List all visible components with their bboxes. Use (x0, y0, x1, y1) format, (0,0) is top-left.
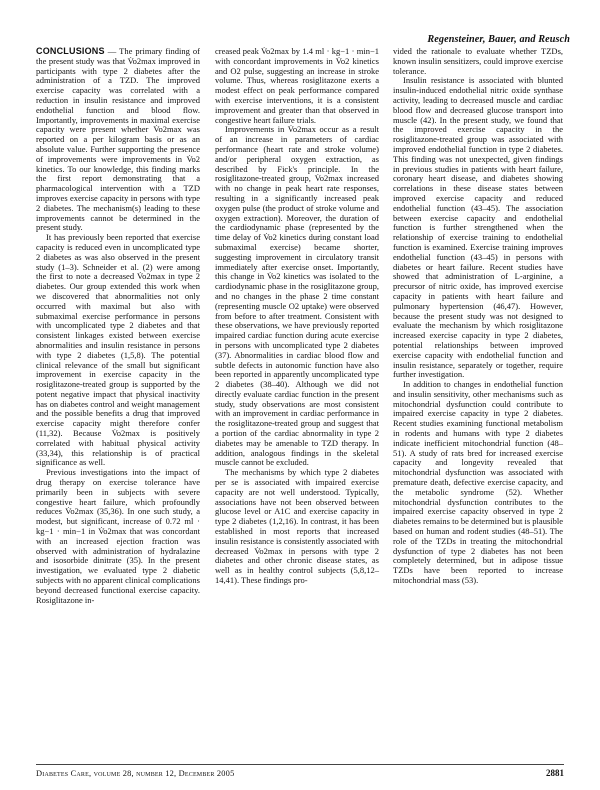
paragraph: The mechanisms by which type 2 diabetes per se is associated with impaired exercise capacity are not well understood. Typically, associations have not been observed between glucose level or A1C and exercise capacity in type 2 diabetes (1,2,16). In contrast, it has been established in most reports that increased insulin resistance is consistently associated with decreased V̇o2max in persons with type 2 diabetes and other chronic disease states, as well as in healthy control subjects (5,8,12–14,41). These findings pro- (215, 467, 379, 586)
paragraph: Insulin resistance is associated with blunted insulin-induced endothelial nitric oxide synthase activity, leading to decreased muscle and cardiac blood flow and decreased glucose transport into muscle (42). In the present study, we found that the improved exercise capacity in the rosiglitazone-treated group was associated with improved endothelial function in type 2 diabetes. This finding was not unexpected, given findings in previous studies in patients with heart failure, coronary heart disease, and diabetes showing correlations in these disease states between improved exercise capacity and reduced endothelial function (43–45). The association between exercise capacity and endothelial function is further strengthened when the relationship of exercise training to endothelial function is examined. Exercise training improves endothelial function (43–45) in persons with diabetes or heart failure. Recent studies have showed that administration of L-arginine, a precursor of nitric oxide, has improved exercise capacity in patients with heart failure and pulmonary hypertension (46,47). However, because the present study was not designed to evaluate the mechanism by which rosiglitazone increased exercise capacity in type 2 diabetes, potential relationships between improved exercise capacity with endothelial function and insulin resistance, separately or together, require further investigation. (393, 75, 563, 380)
journal-citation: Diabetes Care, volume 28, number 12, December 2005 (36, 769, 235, 778)
text-column-2 (215, 47, 379, 586)
paragraph: Improvements in V̇o2max occur as a result of an increase in parameters of cardiac performance (heart rate and stroke volume) and/or peripheral oxygen extraction, as described by Fick's principle. In the rosiglitazone-treated group, V̇o2max increased with no change in peak heart rate responses, resulting in a significantly increased peak oxygen pulse (the product of stroke volume and oxygen extraction). Moreover, the duration of the cardiodynamic phase (represented by the time delay of V̇o2 kinetics during constant load submaximal exercise) became shorter, suggesting improvement in circulatory transit immediately after exercise onset. Importantly, this change in V̇o2 kinetics was isolated to the cardiodynamic phase in the rosiglitazone group, and no changes in the phase 2 time constant (representing muscle O2 uptake) were observed from before to after treatment. Consistent with these observations, we have previously reported impaired cardiac function during acute exercise in persons with uncomplicated type 2 diabetes (37). Abnormalities in cardiac blood flow and subtle defects in autonomic function have also been reported in apparently uncomplicated type 2 diabetes (38–40). Although we did not directly evaluate cardiac function in the present study, study observations are most consistent with an improvement in cardiac performance in the rosiglitazone-treated group and suggest that a portion of the cardiac abnormality in type 2 diabetes may be amenable to TZD therapy. In addition, analogous findings in the skeletal muscle cannot be excluded. (215, 124, 379, 468)
paragraph: creased peak V̇o2max by 1.4 ml · kg−1 · min−1 with concordant improvements in V̇o2 kinetics and O2 pulse, suggesting an increase in stroke volume. Thus, whereas rosiglitazone exerts a modest effect on peak performance compared with exercise interventions, it is a consistent improvement and greater than that observed in congestive heart failure trials. (215, 46, 379, 125)
paragraph: It has previously been reported that exercise capacity is reduced even in uncomplicated type 2 diabetes as was also observed in the present study (1–3). Schneider et al. (2) were among the first to note a decreased V̇o2max in type 2 diabetes. Our group extended this work when we discovered that abnormalities not only occurred with maximal but also with submaximal exercise performance in persons with uncomplicated type 2 diabetes and that consistent linkages existed between exercise abnormalities and insulin resistance in persons with type 2 diabetes (1,5,8). The potential clinical relevance of the small but significant improvement in exercise capacity in the rosiglitazone-treated group is supported by the potent negative impact that physical inactivity has on diabetes control and weight management and the possible benefits a drug that improved exercise capacity might therefore confer (11,32). Because V̇o2max is positively correlated with habitual physical activity (33,34), this relationship is of practical significance as well. (36, 232, 200, 468)
page-number: 2881 (546, 768, 564, 778)
paragraph: In addition to changes in endothelial function and insulin sensitivity, other mechanisms such as mitochondrial dysfunction could contribute to impaired exercise capacity in type 2 diabetes. Recent studies examining functional metabolism in rodents and humans with type 2 diabetes indicate inefficient mitochondrial function (48–51). A study of rats bred for increased exercise capacity and longevity revealed that mitochondrial dysfunction was associated with premature death, defective exercise capacity, and the metabolic syndrome (52). Whether mitochondrial dysfunction contributes to the impaired exercise capacity observed in type 2 diabetes remains to be determined but is plausible based on human and rodent studies (48–51). The role of the TZDs in treating the mitochondrial dysfunction of type 2 diabetes has not been completely determined, but in adipose tissue TZDs have been reported to increase mitochondrial mass (53). (393, 379, 563, 586)
running-header-authors: Regensteiner, Bauer, and Reusch (427, 34, 570, 45)
text-column-1 (36, 47, 200, 605)
section-heading-conclusions: CONCLUSIONS (36, 46, 105, 56)
paragraph-text: — The primary finding of the present study was that V̇o2max improved in participants with type 2 diabetes after the administration of a TZD. The improved exercise capacity was correlated with a reduction in insulin resistance and improved endothelial function and blood flow. Importantly, improvements in maximal exercise capacity were present whether V̇o2max was reported on a per kilogram basis or as an absolute value. Further supporting the presence of improvements were improvements in V̇o2 kinetics. To our knowledge, this finding marks the first report demonstrating that a pharmacological intervention with a TZD improves exercise capacity in persons with type 2 diabetes. The mechanism(s) leading to these improvements cannot be determined in the present study. (36, 46, 201, 233)
paragraph (36, 47, 200, 233)
paragraph: Previous investigations into the impact of drug therapy on exercise tolerance have primarily been in subjects with severe congestive heart failure, which profoundly reduces V̇o2max (35,36). In one such study, a modest, but significant, increase of 0.72 ml · kg−1 · min−1 in V̇o2max that was concordant with an increased ejection fraction was observed with administration of hydralazine and isosorbide dinitrate (35). In the present investigation, we evaluated type 2 diabetic subjects with no apparent clinical complications beyond decreased functional exercise capacity. Rosiglitazone in- (36, 467, 200, 605)
text-column-3 (393, 47, 563, 586)
page-footer (36, 764, 564, 780)
paragraph: vided the rationale to evaluate whether TZDs, known insulin sensitizers, could improve exercise tolerance. (393, 46, 563, 76)
